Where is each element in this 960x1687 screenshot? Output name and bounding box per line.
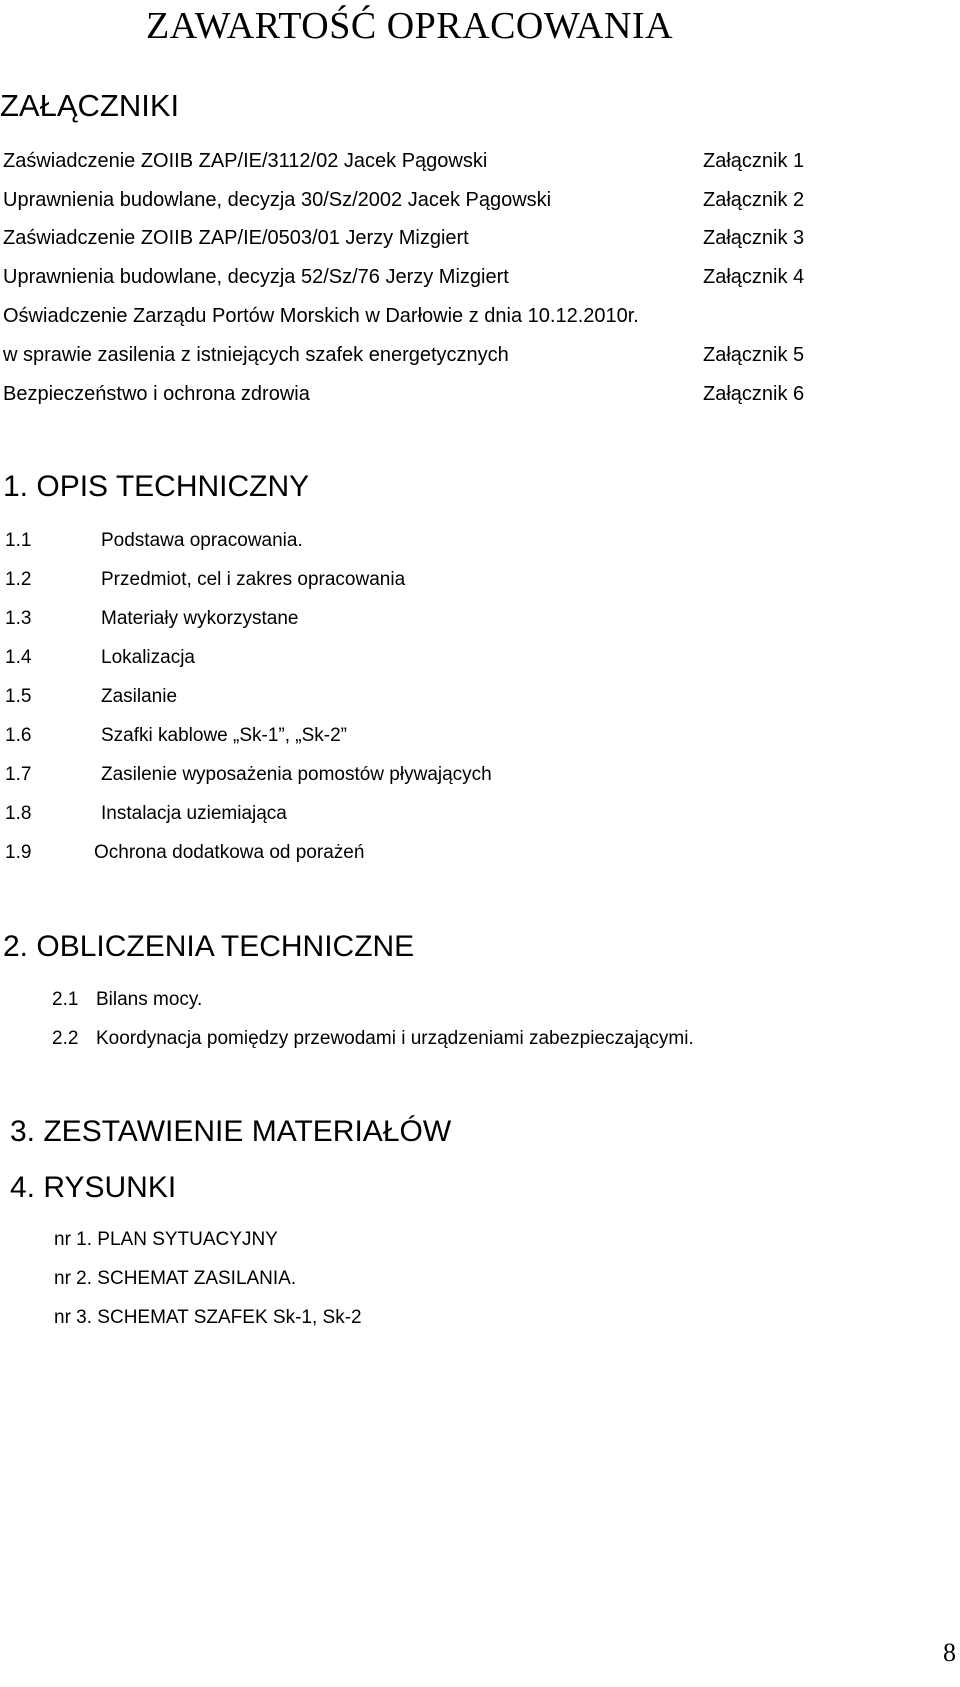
attachment-ref: Załącznik 1	[703, 150, 805, 172]
toc-item-number: 1.2	[5, 569, 32, 590]
attachment-ref: Załącznik 2	[703, 189, 805, 211]
attachment-desc: Zaświadczenie ZOIIB ZAP/IE/3112/02 Jacek Pągowski	[3, 150, 488, 172]
toc-item-label: Lokalizacja	[101, 647, 195, 668]
attachment-desc: Uprawnienia budowlane, decyzja 30/Sz/2002 Jacek Pągowski	[3, 189, 552, 211]
toc-item-label: Bilans mocy.	[96, 989, 203, 1010]
toc-item-label: Ochrona dodatkowa od porażeń	[94, 842, 365, 863]
toc-item-number: 1.9	[5, 842, 32, 863]
toc-item-number: 1.7	[5, 764, 32, 785]
toc-item-label: Podstawa opracowania.	[101, 530, 303, 551]
attachment-ref: Załącznik 4	[703, 266, 805, 288]
toc-item-number: 1.3	[5, 608, 32, 629]
toc-item-number: 1.1	[5, 530, 32, 551]
drawing-list-item: nr 2. SCHEMAT ZASILANIA.	[54, 1268, 297, 1289]
document-title: ZAWARTOŚĆ OPRACOWANIA	[146, 5, 674, 47]
toc-item-label: Szafki kablowe „Sk-1”, „Sk-2”	[101, 725, 348, 746]
toc-item-label: Przedmiot, cel i zakres opracowania	[101, 569, 406, 590]
section-heading-obliczenia-techniczne: 2. OBLICZENIA TECHNICZNE	[3, 930, 415, 963]
attachment-desc: Uprawnienia budowlane, decyzja 52/Sz/76 Jerzy Mizgiert	[3, 266, 509, 288]
drawing-list-item: nr 3. SCHEMAT SZAFEK Sk-1, Sk-2	[54, 1307, 362, 1328]
toc-item-number: 2.2	[52, 1028, 79, 1049]
toc-item-number: 1.8	[5, 803, 32, 824]
attachments-heading: ZAŁĄCZNIKI	[0, 88, 180, 123]
attachment-ref: Załącznik 5	[703, 344, 805, 366]
attachment-ref: Załącznik 6	[703, 383, 805, 405]
toc-item-number: 2.1	[52, 989, 79, 1010]
drawing-list-item: nr 1. PLAN SYTUACYJNY	[54, 1229, 278, 1250]
page-number: 8	[943, 1638, 956, 1667]
attachment-desc: Zaświadczenie ZOIIB ZAP/IE/0503/01 Jerzy Mizgiert	[3, 227, 469, 249]
toc-item-label: Zasilanie	[101, 686, 178, 707]
toc-item-label: Koordynacja pomiędzy przewodami i urządzeniami zabezpieczającymi.	[96, 1028, 694, 1049]
section-heading-opis-techniczny: 1. OPIS TECHNICZNY	[3, 470, 310, 503]
section-heading-rysunki: 4. RYSUNKI	[10, 1171, 177, 1204]
toc-item-label: Instalacja uziemiająca	[101, 803, 287, 824]
attachment-ref: Załącznik 3	[703, 227, 805, 249]
attachment-desc: w sprawie zasilenia z istniejących szafek energetycznych	[3, 344, 509, 366]
toc-item-label: Zasilenie wyposażenia pomostów pływających	[101, 764, 492, 785]
section-heading-zestawienie-materialow: 3. ZESTAWIENIE MATERIAŁÓW	[10, 1115, 452, 1148]
attachment-desc: Bezpieczeństwo i ochrona zdrowia	[3, 383, 310, 405]
toc-item-number: 1.4	[5, 647, 32, 668]
toc-item-number: 1.6	[5, 725, 32, 746]
toc-item-label: Materiały wykorzystane	[101, 608, 299, 629]
attachment-desc: Oświadczenie Zarządu Portów Morskich w Darłowie z dnia 10.12.2010r.	[3, 305, 639, 327]
toc-item-number: 1.5	[5, 686, 32, 707]
